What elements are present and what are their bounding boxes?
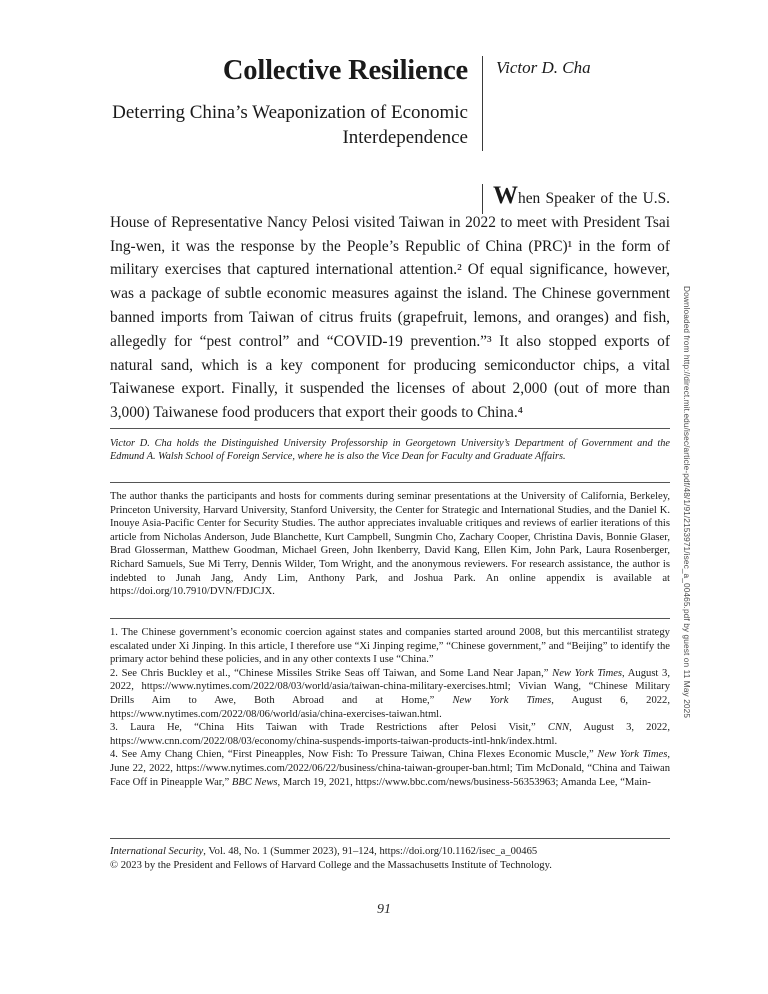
lead-paragraph <box>110 182 670 425</box>
footnote-number: 3. <box>110 722 118 734</box>
download-provenance-stamp: Downloaded from http://direct.mit.edu/isec/article-pdf/48/1/91/2153971/isec_a_00465.pdf by guest on 11 May 2025 <box>682 286 692 719</box>
drop-cap: W <box>493 182 518 209</box>
article-header <box>110 56 670 151</box>
page-number: 91 <box>377 902 391 917</box>
footnotes-separator-rule <box>110 618 670 619</box>
acknowledgment-note: The author thanks the participants and hosts for comments during seminar presentations at the University of California, Berkeley, Princeton University, Harvard University, Stanford University, the Center for Strategic and International Studies, and the Daniel K. Inouye Asia-Pacific Center for Security Studies. The author appreciates invaluable critiques and reviews of earlier iterations of this article from Nicholas Anderson, Jude Blanchette, Kurt Campbell, Sungmin Cho, Zachary Cooper, Christina Davis, Bonnie Glaser, Brad Glosserman, Matthew Goodman, Michael Green, John Ikenberry, David Kang, Ellen Kim, John Park, Laura Rosenberger, Richard Samuels, Sue Mi Terry, Dennis Wilder, Tom Wright, and the anonymous reviewers. For research assistance, the author is indebted to Junah Jang, Andy Lim, Anthony Park, and Joshua Park. An online appendix is available at https://doi.org/10.7910/DVN/FDJCJX. <box>110 491 670 598</box>
dropcap-divider-rule <box>482 184 483 214</box>
footer-separator-rule <box>110 838 670 839</box>
article-subtitle: Deterring China’s Weaponization of Economic Interdependence <box>112 102 468 148</box>
footnotes-list <box>110 626 670 789</box>
footnote-number: 2. <box>110 667 118 679</box>
footnote-item <box>110 667 670 721</box>
footnote-text: See Chris Buckley et al., “Chinese Missiles Strike Seas off Taiwan, and Some Land Near Japan,” New York Times, August 3, 2022, https://www.nytimes.com/2022/08/03/world/asia/taiwan-china-military-exercises.html; Vivian Wang, “Chinese Military Drills Aim to Awe, Both Abroad and at Home,” New York Times, August 6, 2022, https://www.nytimes.com/2022/08/06/world/asia/china-exercises-taiwan.html. <box>110 667 670 720</box>
body-text-block <box>110 182 670 425</box>
journal-citation: International Security, Vol. 48, No. 1 (Summer 2023), 91–124, https://doi.org/10.1162/isec_a_00465 <box>110 846 538 857</box>
copyright-line: © 2023 by the President and Fellows of Harvard College and the Massachusetts Institute of Technology. <box>110 860 552 872</box>
title-row <box>110 56 670 151</box>
footnote-item <box>110 748 670 789</box>
title-and-subtitle <box>110 56 482 151</box>
footnote-text: The Chinese government’s economic coercion against states and companies started around 2008, but this mercantilist strategy escalated under Xi Jinping. In this article, I therefore use “Xi Jinping regime,” “Chinese government,” and “Beijing” to identify the primary actor behind these policies, and in any other contexts I use “China.” <box>110 627 670 666</box>
footnote-number: 4. <box>110 749 118 761</box>
footnote-item <box>110 626 670 667</box>
footnote-number: 1. <box>110 627 118 638</box>
author-name: Victor D. Cha <box>496 58 591 77</box>
journal-footer <box>110 845 670 873</box>
footnote-item <box>110 721 670 748</box>
author-bio-note: Victor D. Cha holds the Distinguished University Professorship in Georgetown University’s Department of Government and the Edmund A. Walsh School of Foreign Service, where he is also the Vice Dean for Faculty and Graduate Affairs. <box>110 438 670 463</box>
footnote-text: See Amy Chang Chien, “First Pineapples, Now Fish: To Pressure Taiwan, China Flexes Economic Muscle,” New York Times, June 22, 2022, https://www.nytimes.com/2022/06/22/business/china-taiwan-grouper-ban.html; Tim McDonald, “China and Taiwan Face Off in Pineapple War,” BBC News, March 19, 2021, https://www.bbc.com/news/business-56353963; Amanda Lee, “Main- <box>110 749 670 788</box>
lead-paragraph-text: hen Speaker of the U.S. House of Representative Nancy Pelosi visited Taiwan in 2022 to meet with President Tsai Ing-wen, it was the response by the People’s Republic of China (PRC)¹ in the form of military exercises that captured international attention.² Of equal significance, however, was a package of subtle economic measures against the island. The Chinese government banned imports from Taiwan of citrus fruits (grapefruit, lemons, and oranges) and fish, allegedly for “pest control” and “COVID-19 prevention.”³ It also stopped exports of natural sand, which is a key component for producing semiconductor chips, a vital Taiwanese export. Finally, it suspended the licenses of about 2,000 (out of more than 3,000) Taiwanese food producers that export their goods to China.⁴ <box>110 190 670 422</box>
footnote-text: Laura He, “China Hits Taiwan with Trade Restrictions after Pelosi Visit,” CNN, August 3, 2022, https://www.cnn.com/2022/08/03/economy/china-suspends-imports-taiwan-products-intl-hnk/index.html. <box>110 722 670 747</box>
acknowledgment-separator-rule <box>110 482 670 483</box>
bio-separator-rule <box>110 428 670 429</box>
page-title: Collective Resilience <box>222 55 468 86</box>
